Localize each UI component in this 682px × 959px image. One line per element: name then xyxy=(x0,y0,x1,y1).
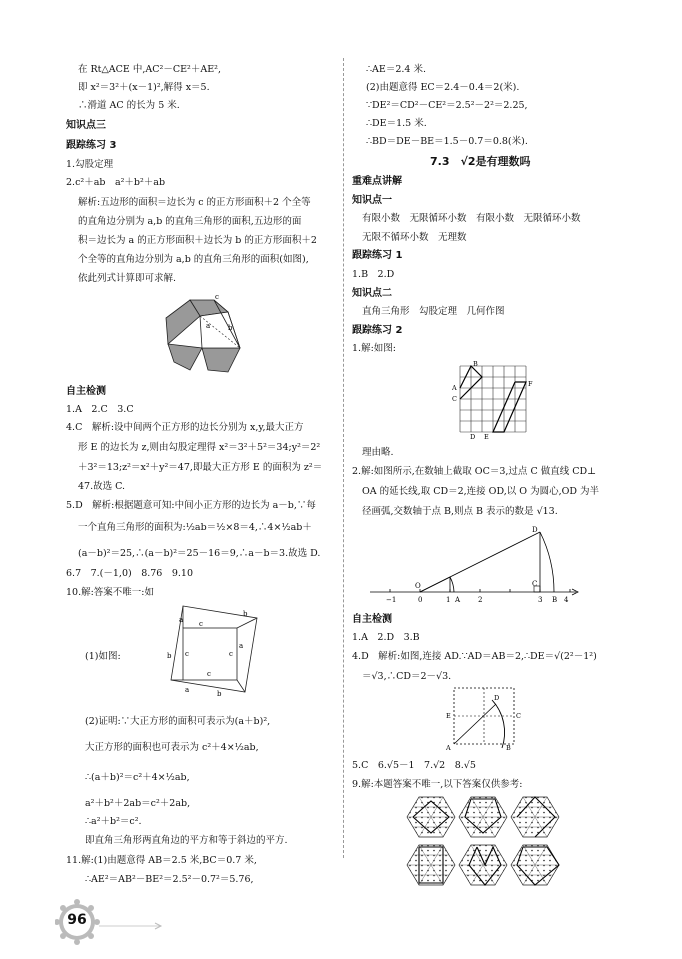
text-line: ＝√3,∴CD＝2－√3. xyxy=(362,671,452,682)
answer-line: 5.C 6.√5－1 7.√2 8.√5 xyxy=(352,760,476,771)
svg-text:a: a xyxy=(179,616,184,624)
section-heading: 知识点三 xyxy=(66,120,106,131)
section-heading: 自主检测 xyxy=(66,386,106,397)
svg-text:F: F xyxy=(528,380,533,388)
svg-text:c: c xyxy=(207,670,211,678)
svg-text:A: A xyxy=(446,744,451,752)
svg-text:D: D xyxy=(494,694,500,702)
svg-text:C: C xyxy=(532,580,538,588)
svg-text:A: A xyxy=(455,596,461,604)
answer-line: 9.解:本题答案不唯一,以下答案仅供参考: xyxy=(352,779,523,790)
svg-text:D: D xyxy=(532,526,538,534)
text-line: 在 Rt△ACE 中,AC²－CE²＋AE², xyxy=(78,64,221,75)
svg-text:4: 4 xyxy=(564,596,569,604)
text-line: ∴DE＝1.5 米. xyxy=(366,118,427,129)
text-line: a²＋b²＋2ab＝c²＋2ab, xyxy=(85,798,191,809)
text-line: 一个直角三角形的面积为:½ab＝½×8＝4,∴4×½ab＋ xyxy=(78,522,312,533)
answer-line: 2.解:如图所示,在数轴上截取 OC＝3,过点 C 做直线 CD⊥ xyxy=(352,466,597,477)
text-line: 大正方形的面积也可表示为 c²＋4×½ab, xyxy=(85,742,259,753)
svg-text:B: B xyxy=(473,360,478,368)
text-line: 解析:五边形的面积＝边长为 c 的正方形面积＋2 个全等 xyxy=(78,197,311,208)
text-line: ∴AE²＝AB²－BE²＝2.5²－0.7²＝5.76, xyxy=(85,874,254,885)
text-line: 理由略. xyxy=(362,447,394,458)
text-line: (1)如图: xyxy=(85,651,121,662)
svg-text:2: 2 xyxy=(478,596,483,604)
answer-line: 6.7 7.(－1,0) 8.76 9.10 xyxy=(66,568,193,579)
square-figure xyxy=(155,604,265,708)
number-line-figure xyxy=(360,520,590,608)
svg-text:c: c xyxy=(229,650,233,658)
svg-text:E: E xyxy=(484,433,489,440)
text-line: ∵DE²＝CD²－CE²＝2.5²－2²＝2.25, xyxy=(366,100,528,111)
svg-text:3: 3 xyxy=(538,596,543,604)
answer-line: 11.解:(1)由题意得 AB＝2.5 米,BC＝0.7 米, xyxy=(66,855,257,866)
section-heading: 跟踪练习 2 xyxy=(352,325,403,336)
pentagon-figure xyxy=(160,292,260,376)
svg-text:a: a xyxy=(206,322,211,330)
hexagon-figures xyxy=(405,793,565,889)
svg-text:a: a xyxy=(185,686,190,694)
text-line: ∴(a＋b)²＝c²＋4×½ab, xyxy=(85,772,190,783)
text-line: ∴滑道 AC 的长为 5 米. xyxy=(78,100,180,111)
answer-line: 10.解:答案不唯一:如 xyxy=(66,587,155,598)
column-divider xyxy=(343,58,344,858)
answer-line: 4.C 解析:设中间两个正方形的边长分别为 x,y,最大正方 xyxy=(66,422,304,433)
text-line: (2)证明:∵大正方形的面积可表示为(a＋b)², xyxy=(85,716,271,727)
section-heading: 自主检测 xyxy=(352,614,392,625)
svg-text:b: b xyxy=(228,324,233,332)
svg-text:c: c xyxy=(215,293,219,301)
svg-text:B: B xyxy=(552,596,558,604)
grid-figure xyxy=(448,360,538,440)
svg-text:D: D xyxy=(470,433,476,440)
section-heading: 跟踪练习 3 xyxy=(66,140,117,151)
svg-text:1: 1 xyxy=(446,596,451,604)
text-line: 积＝边长为 a 的正方形面积＋边长为 b 的正方形面积＋2 xyxy=(78,235,317,246)
svg-text:C: C xyxy=(452,395,457,403)
section-heading: 跟踪练习 1 xyxy=(352,250,403,261)
text-line: 径画弧,交数轴于点 B,则点 B 表示的数是 √13. xyxy=(362,506,558,517)
text-line: 直角三角形 勾股定理 几何作图 xyxy=(362,306,505,317)
text-line: OA 的延长线,取 CD＝2,连接 OD,以 O 为圆心,OD 为半 xyxy=(362,486,600,497)
text-line: 依此列式计算即可求解. xyxy=(78,273,177,284)
answer-line: 1.A 2.C 3.C xyxy=(66,404,134,415)
section-title: 7.3 √2是有理数吗 xyxy=(430,155,531,168)
section-heading: 重难点讲解 xyxy=(352,176,402,187)
svg-text:A: A xyxy=(452,384,457,392)
svg-text:c: c xyxy=(185,650,189,658)
text-line: 的直角边分别为 a,b 的直角三角形的面积,五边形的面 xyxy=(78,216,302,227)
text-line: 即直角三角形两直角边的平方和等于斜边的平方. xyxy=(85,835,288,846)
text-line: ＋3²＝13;z²＝x²＋y²＝47,即最大正方形 E 的面积为 z²＝ xyxy=(78,462,323,473)
svg-text:b: b xyxy=(217,690,222,698)
answer-line: 1.勾股定理 xyxy=(66,159,114,170)
text-line: (a－b)²＝25,∴(a－b)²＝25－16＝9,∴a－b＝3.故选 D. xyxy=(78,548,321,559)
answer-line: 5.D 解析:根据题意可知:中间小正方形的边长为 a－b,∵每 xyxy=(66,500,316,511)
answer-line: 2.c²＋ab a²＋b²＋ab xyxy=(66,177,166,188)
text-line: 形 E 的边长为 z,则由勾股定理得 x²＝3²＋5²＝34;y²＝2² xyxy=(78,442,321,453)
text-line: 无限不循环小数 无理数 xyxy=(362,232,467,243)
text-line: 个全等的直角边分别为 a,b 的直角三角形的面积(如图), xyxy=(78,254,309,265)
svg-text:E: E xyxy=(446,712,451,720)
square-arc-figure xyxy=(440,684,530,756)
section-heading: 知识点二 xyxy=(352,288,392,299)
text-line: ∴BD＝DE－BE＝1.5－0.7＝0.8(米). xyxy=(366,136,528,147)
text-line: ∴a²＋b²＝c². xyxy=(85,816,142,827)
svg-text:c: c xyxy=(199,620,203,628)
text-line: 有限小数 无限循环小数 有限小数 无限循环小数 xyxy=(362,213,581,224)
svg-text:b: b xyxy=(167,652,172,660)
text-line: 47.故选 C. xyxy=(78,481,126,492)
text-line: 即 x²＝3²＋(x－1)²,解得 x＝5. xyxy=(78,82,210,93)
text-line: ∴AE＝2.4 米. xyxy=(366,64,426,75)
svg-text:−1: −1 xyxy=(386,596,397,604)
text-line: (2)由题意得 EC＝2.4－0.4＝2(米). xyxy=(366,82,520,93)
svg-text:B: B xyxy=(506,744,511,752)
svg-text:b: b xyxy=(243,610,248,618)
svg-text:a: a xyxy=(239,642,244,650)
answer-line: 1.B 2.D xyxy=(352,269,395,280)
answer-line: 1.解:如图: xyxy=(352,343,396,354)
svg-text:0: 0 xyxy=(418,596,423,604)
section-heading: 知识点一 xyxy=(352,195,392,206)
answer-line: 1.A 2.D 3.B xyxy=(352,632,420,643)
svg-text:O: O xyxy=(415,582,421,590)
svg-text:C: C xyxy=(516,712,521,720)
answer-line: 4.D 解析:如图,连接 AD.∵AD＝AB＝2,∴DE＝√(2²－1²) xyxy=(352,651,597,662)
page-number: 96 xyxy=(67,912,87,928)
